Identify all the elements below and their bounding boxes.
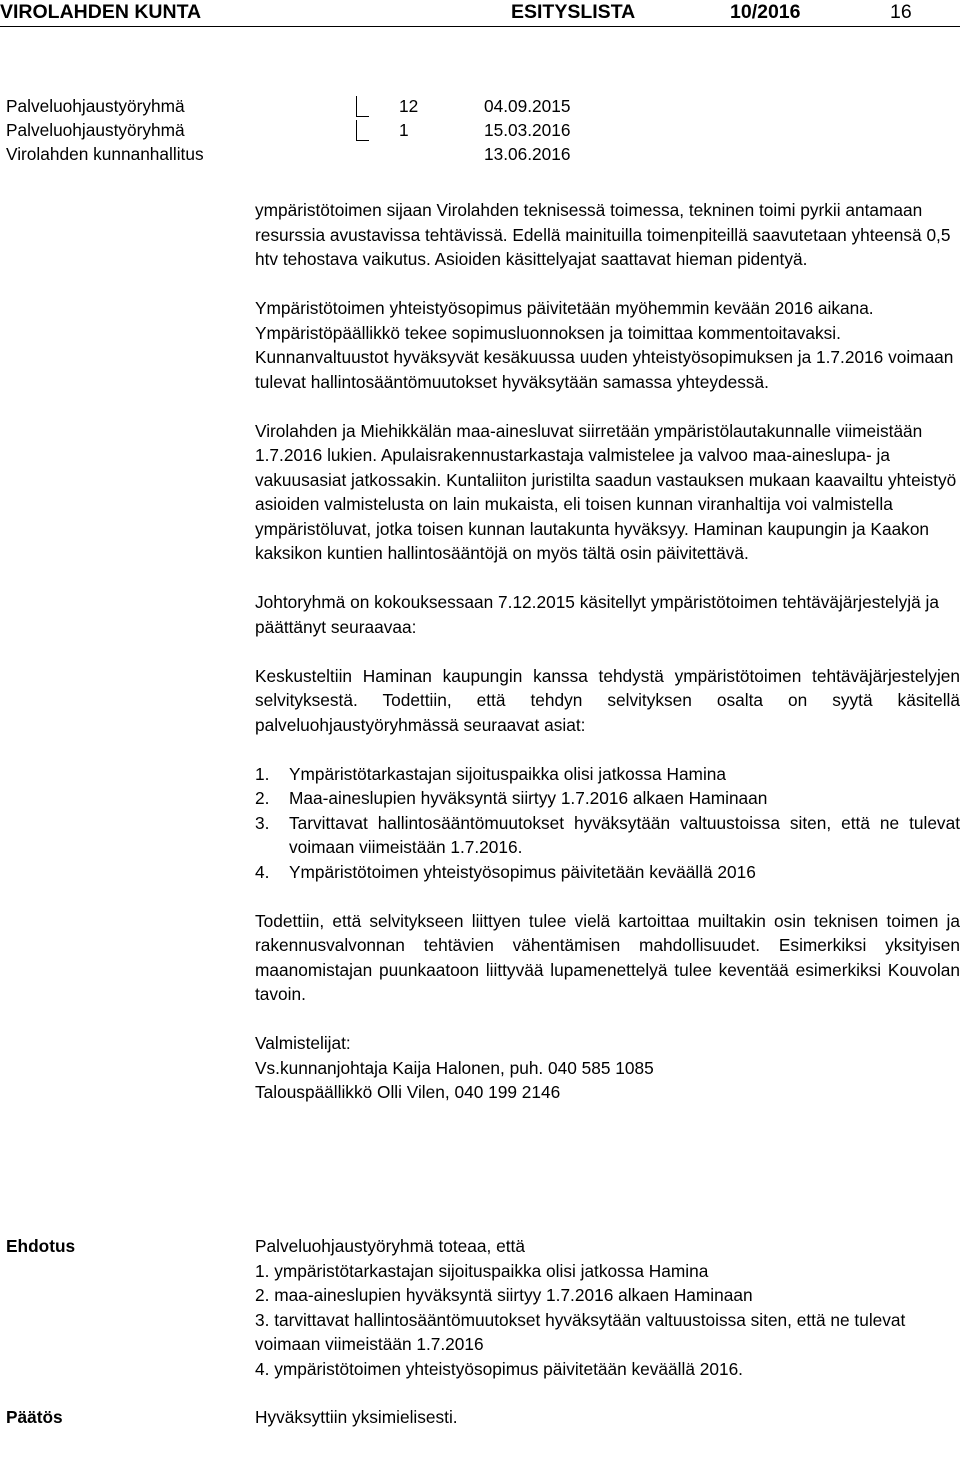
proposal-line: Palveluohjaustyöryhmä toteaa, että bbox=[255, 1236, 525, 1256]
proposal-label: Ehdotus bbox=[6, 1236, 76, 1256]
reference-number: 12 bbox=[399, 96, 419, 116]
decision-text: Hyväksyttiin yksimielisesti. bbox=[255, 1407, 458, 1427]
reference-row bbox=[6, 118, 706, 142]
list-item: 2. Maa-aineslupien hyväksyntä siirtyy 1.7.2016 alkaen Haminaan bbox=[255, 788, 768, 808]
paragraph: Todettiin, että selvitykseen liittyen tulee vielä kartoittaa muiltakin osin teknisen toimen ja rakennusvalvonnan tehtävien vähentämisen mahdollisuudet. Esimerkiksi yksityisen maanomistajan puunkaatoon liittyvää lupamenettelyä tulee keventää esimerkiksi Kouvolan tavoin. bbox=[255, 910, 960, 1004]
section-mark bbox=[356, 96, 369, 117]
proposal-line: 4. ympäristötoimen yhteistyösopimus päivitetään keväällä 2016. bbox=[255, 1358, 743, 1379]
issue-number: 10/2016 bbox=[730, 1, 801, 23]
section-mark bbox=[356, 120, 369, 141]
reference-date: 15.03.2016 bbox=[484, 120, 571, 140]
list-item: 1. Ympäristötarkastajan sijoituspaikka olisi jatkossa Hamina bbox=[255, 763, 727, 784]
paragraph: Johtoryhmä on kokouksessaan 7.12.2015 käsitellyt ympäristötoimen tehtäväjärjestelyjä ja päättänyt seuraavaa: bbox=[255, 592, 939, 637]
main-body bbox=[255, 198, 960, 1105]
proposal-line: 1. ympäristötarkastajan sijoituspaikka olisi jatkossa Hamina bbox=[255, 1260, 709, 1281]
list-item: 3. Tarvittavat hallintosääntömuutokset hyväksytään valtuustoissa siten, että ne tulevat voimaan viimeistään 1.7.2016. bbox=[255, 812, 960, 857]
reference-body: Virolahden kunnanhallitus bbox=[6, 144, 204, 164]
proposal-line: 2. maa-aineslupien hyväksyntä siirtyy 1.7.2016 alkaen Haminaan bbox=[255, 1285, 753, 1305]
numbered-list bbox=[255, 762, 960, 885]
reference-date: 04.09.2015 bbox=[484, 96, 571, 116]
reference-number: 1 bbox=[399, 120, 409, 140]
paragraph: Keskusteltiin Haminan kaupungin kanssa tehdystä ympäristötoimen tehtäväjärjestelyjen selvityksestä. Todettiin, että tehdyn selvityksen osalta on syytä käsitellä palveluohjaustyöryhmässä seuraavat asiat: bbox=[255, 665, 960, 735]
proposal-line: 3. tarvittavat hallintosääntömuutokset hyväksytään valtuustoissa siten, että ne tulevat voimaan viimeistään 1.7.2016 bbox=[255, 1309, 906, 1354]
paragraph: Ympäristötoimen yhteistyösopimus päivitetään myöhemmin kevään 2016 aikana. Ympäristöpäällikkö tekee sopimusluonnoksen ja toimittaa kommentoitavaksi. Kunnanvaltuustot hyväksyvät kesäkuussa uuden yhteistyösopimuksen ja 1.7.2016 voimaan tulevat hallintosääntömuutokset hyväksytään samassa yhteydessä. bbox=[255, 298, 954, 392]
preparers-heading: Valmistelijat: bbox=[255, 1033, 351, 1053]
page-header bbox=[0, 0, 960, 24]
paragraph: ympäristötoimen sijaan Virolahden teknisessä toimessa, tekninen toimi pyrkii antamaan resurssia avustavissa tehtävissä. Edellä mainituilla toimenpiteillä saavutetaan yhteensä 0,5 htv tehostava vaikutus. Asioiden käsittelyajat saattavat hieman pidentyä. bbox=[255, 200, 951, 269]
reference-body: Palveluohjaustyöryhmä bbox=[6, 120, 185, 140]
reference-row bbox=[6, 94, 706, 118]
header-divider bbox=[0, 26, 960, 27]
document-type: ESITYSLISTA bbox=[511, 1, 636, 23]
decision-label: Päätös bbox=[6, 1407, 63, 1427]
proposal-text bbox=[255, 1234, 960, 1381]
reference-body: Palveluohjaustyöryhmä bbox=[6, 96, 185, 116]
reference-date: 13.06.2016 bbox=[484, 144, 571, 164]
paragraph: Virolahden ja Miehikkälän maa-ainesluvat siirretään ympäristölautakunnalle viimeistään 1.7.2016 lukien. Apulaisrakennustarkastaja valmistelee ja valvoo maa-aineslupa- ja vakuusasiat jatkossakin. Kuntaliiton juristilta saadun vastauksen mukaan kaavailtu yhteistyö asioiden valmistelusta on lain mukaista, eli toisen kunnan viranhaltija voi valmistella ympäristöluvat, jotka toisen kunnan lautakunta hyväksyy. Haminan kaupungin ja Kaakon kaksikon kuntien hallintosääntöjä on myös tältä osin päivitettävä. bbox=[255, 420, 957, 563]
org-name: VIROLAHDEN KUNTA bbox=[0, 1, 202, 23]
list-item: 4. Ympäristötoimen yhteistyösopimus päivitetään keväällä 2016 bbox=[255, 861, 756, 882]
preparer-line: Talouspäällikkö Olli Vilen, 040 199 2146 bbox=[255, 1082, 561, 1102]
reference-row bbox=[6, 142, 706, 166]
page-number: 16 bbox=[890, 1, 912, 23]
preparer-line: Vs.kunnanjohtaja Kaija Halonen, puh. 040 585 1085 bbox=[255, 1057, 654, 1078]
reference-list bbox=[6, 94, 706, 166]
